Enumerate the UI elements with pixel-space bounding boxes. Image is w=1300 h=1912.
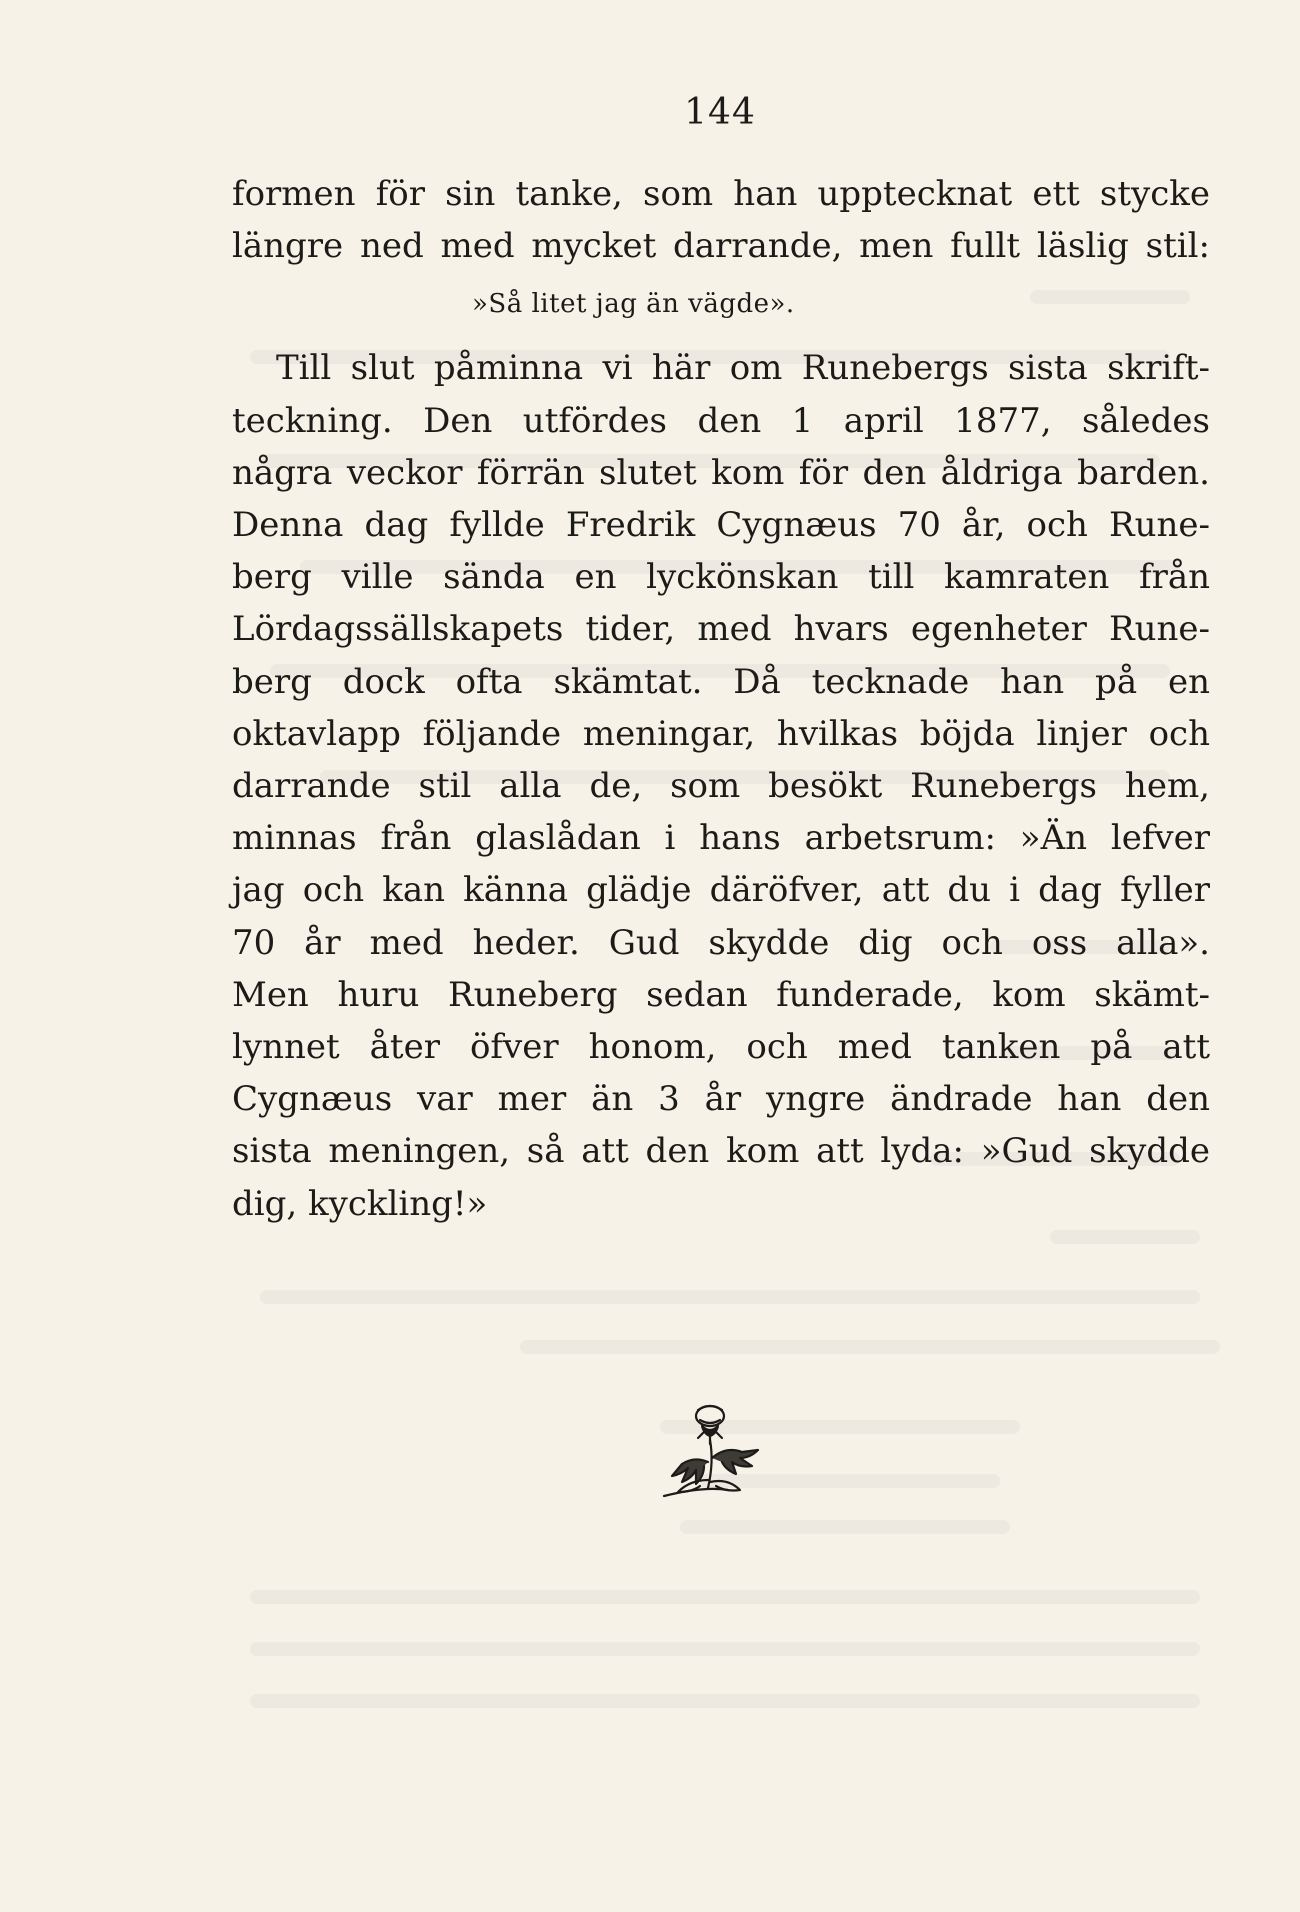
text-line: oktavlapp följande meningar, hvilkas böjda linjer och: [232, 713, 1210, 754]
text-line: längre ned med mycket darrande, men fullt läslig stil:: [232, 226, 1210, 267]
text-line: berg ville sända en lyckönskan till kamraten från: [232, 557, 1210, 598]
thistle-ornament-icon: [650, 1396, 790, 1506]
text-line: berg dock ofta skämtat. Då tecknade han på en: [232, 661, 1210, 702]
text-line: darrande stil alla de, som besökt Runebergs hem,: [232, 766, 1210, 807]
text-line: sista meningen, så att den kom att lyda: »Gud skydde: [232, 1131, 1210, 1172]
text-line: några veckor förrän slutet kom för den åldriga barden.: [232, 452, 1210, 493]
text-line: Cygnæus var mer än 3 år yngre ändrade han den: [232, 1079, 1210, 1120]
text-line: jag och kan känna glädje däröfver, att du i dag fyller: [232, 870, 1210, 911]
text-line: teckning. Den utfördes den 1 april 1877, således: [232, 400, 1210, 441]
text-line: formen för sin tanke, som han upptecknat ett stycke: [232, 174, 1210, 214]
page-number: 144: [684, 92, 756, 133]
text-line: Lördagssällskapets tider, med hvars egenheter Rune-: [232, 609, 1210, 650]
text-line: minnas från glaslådan i hans arbetsrum: »Än lefver: [232, 818, 1210, 859]
text-line: lynnet åter öfver honom, och med tanken på att: [232, 1027, 1210, 1068]
text-line: Till slut påminna vi här om Runebergs sista skrift-: [276, 348, 1210, 389]
text-line: dig, kyckling!»: [232, 1183, 488, 1224]
text-line: Men huru Runeberg sedan funderade, kom skämt-: [232, 974, 1210, 1015]
text-line: 70 år med heder. Gud skydde dig och oss alla».: [232, 922, 1210, 963]
quoted-inscription: »Så litet jag än vägde».: [472, 289, 795, 320]
body-text: [232, 168, 1210, 1230]
text-line: Denna dag fyllde Fredrik Cygnæus 70 år, och Rune-: [232, 505, 1210, 546]
